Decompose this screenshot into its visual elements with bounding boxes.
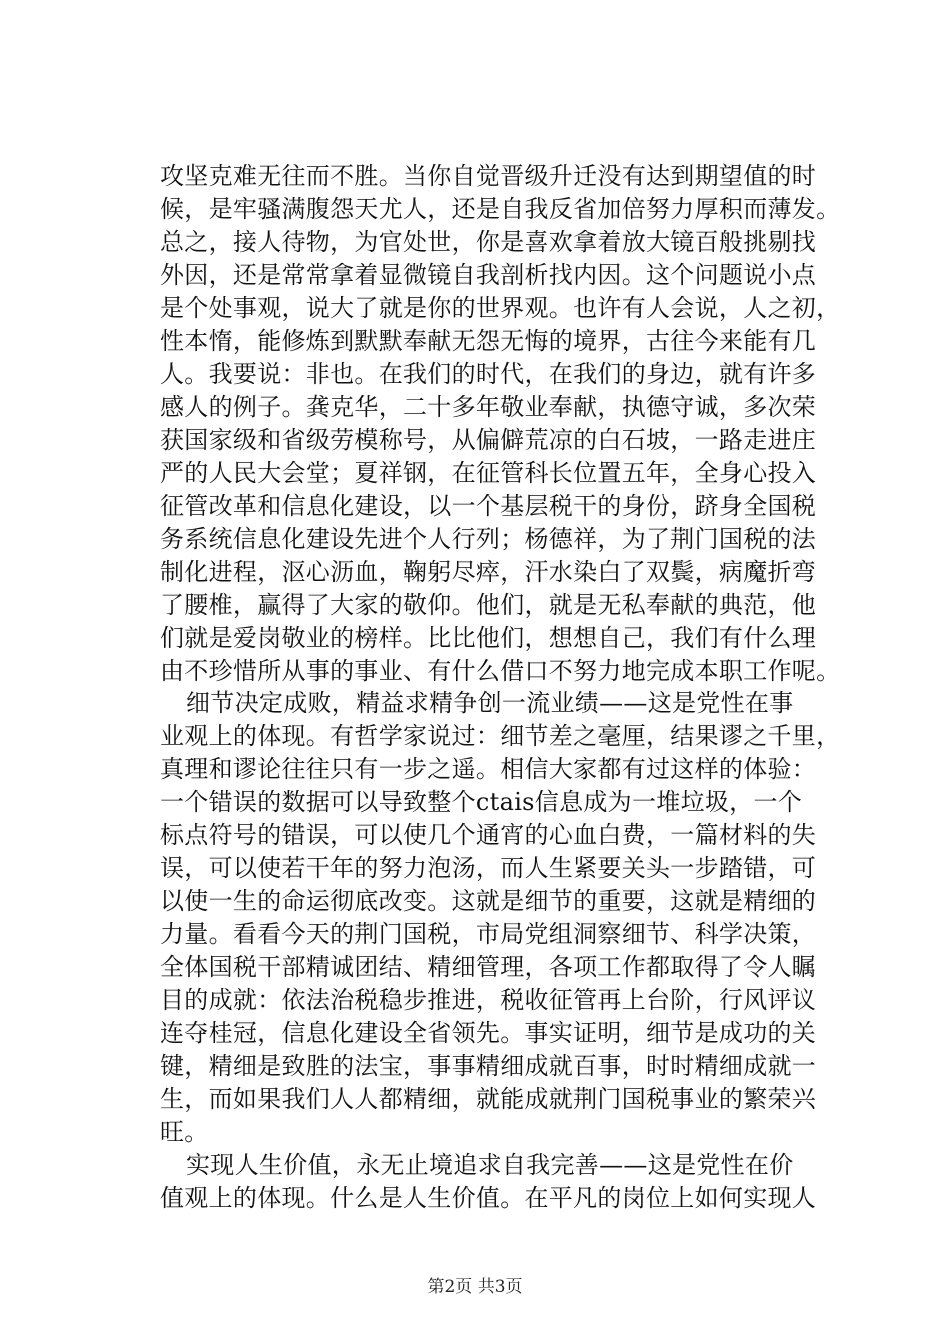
text-line: 全体国税干部精诚团结、精细管理，各项工作都取得了令人瞩	[160, 953, 817, 981]
paragraph-1	[160, 160, 841, 688]
text-line: 误，可以使若干年的努力泡汤，而人生紧要关头一步踏错，可	[160, 854, 817, 882]
paragraph-2-and-3	[160, 687, 841, 1215]
text-line: 标点符号的错误，可以使几个通宵的心血白费，一篇材料的失	[160, 821, 817, 849]
text-line: 连夺桂冠，信息化建设全省领先。事实证明，细节是成功的关	[160, 1019, 817, 1047]
text-line: 由不珍惜所从事的事业、有什么借口不努力地完成本职工作呢。	[160, 657, 841, 685]
text-line: 值观上的体现。什么是人生价值。在平凡的岗位上如何实现人	[160, 1184, 817, 1212]
text-line: 键，精细是致胜的法宝，事事精细成就百事，时时精细成就一	[160, 1052, 817, 1080]
paragraph-3-first-line: 实现人生价值，永无止境追求自我完善——这是党性在价	[186, 1151, 794, 1179]
text-line: 感人的例子。龚克华，二十多年敬业奉献，执德守诚，多次荣	[160, 393, 817, 421]
text-line: 候，是牢骚满腹怨天尤人，还是自我反省加倍努力厚积而薄发。	[160, 195, 841, 223]
text-line: 一个错误的数据可以导致整个ctais信息成为一堆垃圾，一个	[160, 788, 803, 816]
text-line: 是个处事观，说大了就是你的世界观。也许有人会说，人之初，	[160, 294, 841, 322]
text-line: 旺。	[160, 1118, 209, 1146]
text-line: 了腰椎，赢得了大家的敬仰。他们，就是无私奉献的典范，他	[160, 591, 817, 619]
text-line: 获国家级和省级劳模称号，从偏僻荒凉的白石坡，一路走进庄	[160, 426, 817, 454]
text-line: 务系统信息化建设先进个人行列；杨德祥，为了荆门国税的法	[160, 525, 817, 553]
text-line: 制化进程，沤心沥血，鞠躬尽瘁，汗水染白了双鬓，病魔折弯	[160, 558, 817, 586]
text-line: 真理和谬论往往只有一步之遥。相信大家都有过这样的体验：	[160, 755, 817, 783]
text-line: 生，而如果我们人人都精细，就能成就荆门国税事业的繁荣兴	[160, 1085, 817, 1113]
text-line: 力量。看看今天的荆门国税，市局党组洞察细节、科学决策，	[160, 920, 817, 948]
text-line: 严的人民大会堂；夏祥钢，在征管科长位置五年，全身心投入	[160, 459, 817, 487]
page-number-footer: 第2页 共3页	[427, 1277, 523, 1297]
text-line: 目的成就：依法治税稳步推进，税收征管再上台阶，行风评议	[160, 986, 817, 1014]
text-line: 们就是爱岗敬业的榜样。比比他们，想想自己，我们有什么理	[160, 624, 817, 652]
text-line: 以使一生的命运彻底改变。这就是细节的重要，这就是精细的	[160, 887, 817, 915]
text-line: 攻坚克难无往而不胜。当你自觉晋级升迁没有达到期望值的时	[160, 162, 817, 190]
text-line: 外因，还是常常拿着显微镜自我剖析找内因。这个问题说小点	[160, 261, 817, 289]
paragraph-2-first-line: 细节决定成败，精益求精争创一流业绩——这是党性在事	[186, 689, 794, 717]
text-line: 人。我要说：非也。在我们的时代，在我们的身边，就有许多	[160, 360, 817, 388]
text-line: 性本惰，能修炼到默默奉献无怨无悔的境界，古往今来能有几	[160, 327, 817, 355]
text-line: 总之，接人待物，为官处世，你是喜欢拿着放大镜百般挑剔找	[160, 228, 817, 256]
text-line: 征管改革和信息化建设，以一个基层税干的身份，跻身全国税	[160, 492, 817, 520]
text-line: 业观上的体现。有哲学家说过：细节差之毫厘，结果谬之千里，	[160, 722, 841, 750]
